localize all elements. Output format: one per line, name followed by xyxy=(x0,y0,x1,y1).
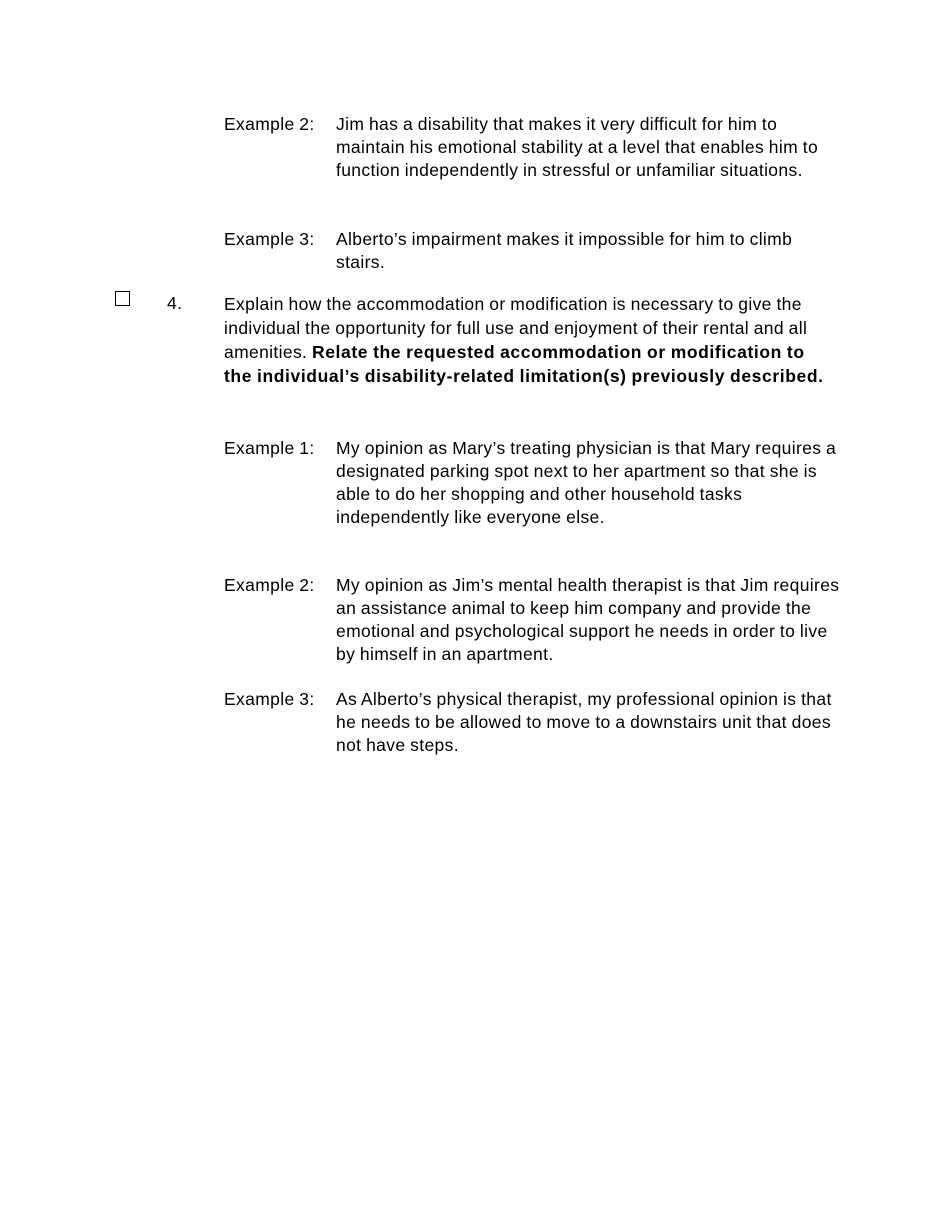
example-label: Example 2: xyxy=(224,575,315,595)
example-label: Example 2: xyxy=(224,114,315,134)
example-block xyxy=(224,113,844,182)
item-instruction-bold: Relate the requested accommodation or modification to the individual’s disability-related limitation(s) previously described. xyxy=(224,342,824,386)
item-number: 4. xyxy=(167,293,183,313)
item-instruction xyxy=(224,292,824,388)
example-label: Example 1: xyxy=(224,438,315,458)
example-block xyxy=(224,688,844,757)
example-text: Jim has a disability that makes it very difficult for him to maintain his emotional stability at a level that enables him to function independently in stressful or unfamiliar situations. xyxy=(336,114,819,180)
example-label: Example 3: xyxy=(224,689,315,709)
item-checkbox[interactable] xyxy=(115,291,130,306)
example-text: My opinion as Jim’s mental health therapist is that Jim requires an assistance animal to keep him company and provide the emotional and psychological support he needs in order to live by himself in an apartment. xyxy=(336,575,840,664)
item-instruction-text: Explain how the accommodation or modification is necessary to give the individual the opportunity for full use and enjoyment of their rental and all amenities. xyxy=(224,294,808,362)
example-block xyxy=(224,437,844,529)
example-block xyxy=(224,228,844,274)
example-text: My opinion as Mary’s treating physician is that Mary requires a designated parking spot next to her apartment so that she is able to do her shopping and other household tasks independently like everyone else. xyxy=(336,438,837,527)
example-text: As Alberto’s physical therapist, my professional opinion is that he needs to be allowed to move to a downstairs unit that does not have steps. xyxy=(336,689,832,755)
example-block xyxy=(224,574,844,666)
example-label: Example 3: xyxy=(224,229,315,249)
example-text: Alberto’s impairment makes it impossible for him to climb stairs. xyxy=(336,229,793,272)
